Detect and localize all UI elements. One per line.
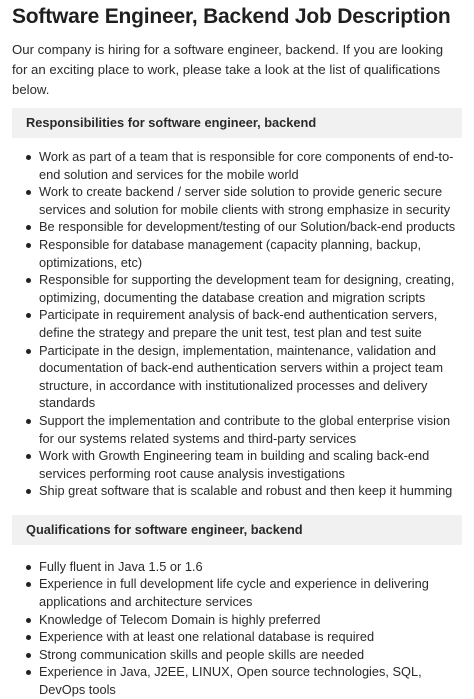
- list-item-text: Participate in requirement analysis of back-end authentication servers, define the strategy and prepare the unit test, test plan and test suite: [39, 307, 438, 340]
- bullet-icon: [26, 243, 31, 248]
- list-item-text: Experience in full development life cycle and experience in delivering applications and architecture services: [39, 576, 429, 610]
- list-item: [26, 611, 462, 629]
- bullet-icon: [26, 618, 31, 623]
- list-item: [26, 271, 462, 306]
- list-item-text: Experience with at least one relational database is required: [39, 629, 375, 645]
- list-item: [26, 148, 462, 183]
- bullet-icon: [26, 635, 31, 640]
- bullet-icon: [26, 225, 31, 230]
- list-item-text: Knowledge of Telecom Domain is highly preferred: [39, 611, 321, 627]
- list-item: [26, 558, 462, 576]
- bullet-icon: [26, 313, 31, 318]
- bullet-icon: [26, 582, 31, 587]
- bullet-icon: [26, 565, 31, 570]
- list-item: [26, 306, 462, 341]
- list-item: [26, 183, 462, 218]
- qualifications-heading: Qualifications for software engineer, backend: [12, 515, 462, 545]
- bullet-icon: [26, 155, 31, 160]
- list-item: [26, 447, 462, 482]
- list-item-text: Strong communication skills and people skills are needed: [39, 646, 365, 662]
- responsibilities-list: [12, 148, 462, 500]
- list-item: [26, 412, 462, 447]
- qualifications-list: [12, 558, 462, 699]
- list-item-text: Be responsible for development/testing of our Solution/back-end products: [39, 219, 456, 235]
- list-item: [26, 575, 462, 610]
- list-item-text: Work to create backend / server side solution to provide generic secure services and solution for mobile clients with strong emphasize in security: [39, 184, 451, 217]
- responsibilities-heading: Responsibilities for software engineer, backend: [12, 108, 462, 138]
- bullet-icon: [26, 489, 31, 494]
- list-item-text: Work with Growth Engineering team in building and scaling back-end services performing root cause analysis investigations: [39, 448, 430, 481]
- bullet-icon: [26, 419, 31, 424]
- bullet-icon: [26, 653, 31, 658]
- list-item-text: Support the implementation and contribute to the global enterprise vision for our systems related systems and third-party services: [39, 412, 451, 446]
- list-item-text: Fully fluent in Java 1.5 or 1.6: [39, 558, 203, 574]
- list-item: [26, 218, 462, 236]
- list-item: [26, 628, 462, 646]
- list-item: [26, 342, 462, 412]
- list-item: [26, 646, 462, 664]
- bullet-icon: [26, 278, 31, 283]
- intro-paragraph: Our company is hiring for a software engineer, backend. If you are looking for an exciting place to work, please take a look at the list of qualifications below.: [12, 42, 444, 97]
- bullet-icon: [26, 454, 31, 459]
- page-title: Software Engineer, Backend Job Description: [12, 5, 451, 28]
- list-item: [26, 236, 462, 271]
- list-item-text: Responsible for database management (capacity planning, backup, optimizations, etc): [39, 236, 422, 270]
- list-item-text: Ship great software that is scalable and robust and then keep it humming: [39, 483, 453, 499]
- list-item-text: Experience in Java, J2EE, LINUX, Open source technologies, SQL, DevOps tools: [39, 664, 422, 698]
- bullet-icon: [26, 349, 31, 354]
- bullet-icon: [26, 190, 31, 195]
- list-item-text: Responsible for supporting the development team for designing, creating, optimizing, documenting the database creation and migration scripts: [39, 272, 455, 305]
- bullet-icon: [26, 670, 31, 675]
- list-item: [26, 663, 462, 698]
- list-item-text: Work as part of a team that is responsible for core components of end-to-end solution and services for the mobile world: [39, 149, 454, 182]
- list-item-text: Participate in the design, implementation, maintenance, validation and documentation of back-end authentication servers within a project team structure, in accordance with institutionalized processes and delivery standards: [39, 342, 444, 411]
- list-item: [26, 482, 462, 500]
